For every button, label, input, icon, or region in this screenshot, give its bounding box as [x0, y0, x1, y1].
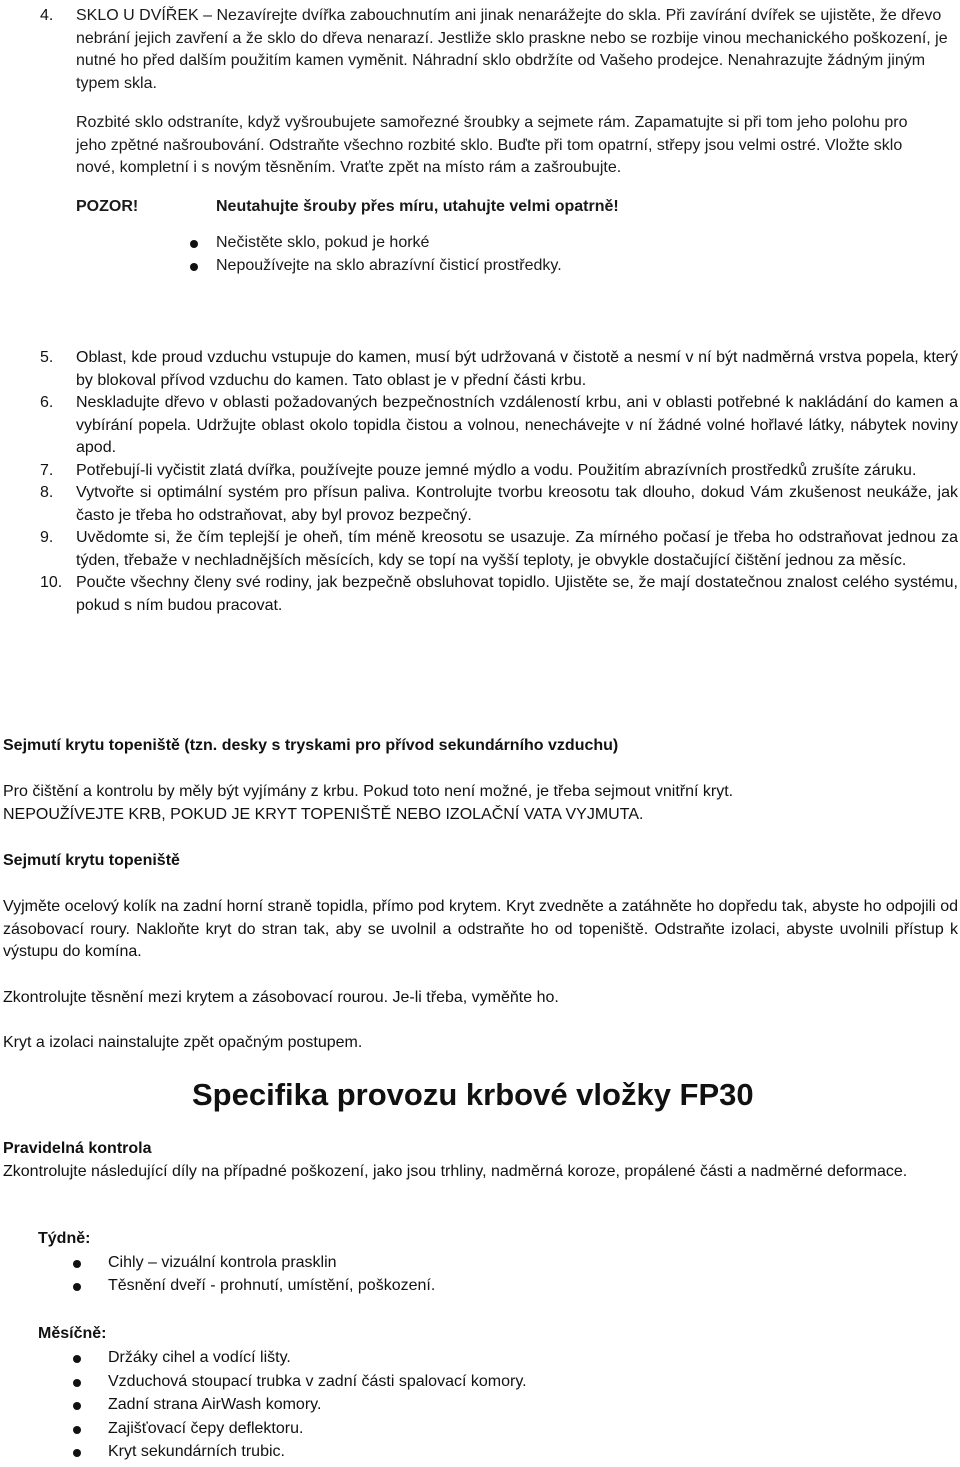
item-number: 7.	[40, 461, 54, 479]
list-item-6	[38, 392, 958, 460]
bullet-text: Vzduchová stoupací trubka v zadní části spalovací komory.	[108, 1372, 527, 1390]
warning-label: POZOR!	[76, 197, 139, 215]
item-text: Oblast, kde proud vzduchu vstupuje do kamen, musí být udržovaná v čistotě a nesmí v ní být nadměrná vrstva popela, který by blokoval přívod vzduchu do kamen. Tato oblast je v přední části krbu.	[76, 349, 958, 389]
section-2-paragraph-1: Vyjměte ocelový kolík na zadní horní straně topidla, přímo pod krytem. Kryt zvedněte a zatáhněte ho dopředu tak, abyste ho odpojili od zásobovací roury. Nakloňte kryt do stran tak, aby se uvolnil a odstraňte ho od topeniště. Odstraňte izolaci, abyste uvolnili přístup k výstupu do komína.	[3, 898, 958, 960]
list-item	[216, 255, 960, 278]
list-item	[108, 1275, 948, 1298]
page-title: Specifika provozu krbové vložky FP30	[192, 1077, 754, 1112]
list-item	[108, 1441, 948, 1465]
item-number: 10.	[40, 574, 63, 591]
bullet-icon	[73, 1355, 81, 1363]
item-4-paragraph-1: SKLO U DVÍŘEK – Nezavírejte dvířka zabouchnutím ani jinak nenarážejte do skla. Při zavírání dvířek se ujistěte, že dřevo nebrání jejich zavření a že sklo do dřeva nenarazí. Jestliže sklo praskne nebo se rozbije vinou mechanického poškození, je nutné ho před dalším použitím kamen vyměnit. Náhradní sklo obdržíte od Vašeho prodejce. Nenahrazujte žádným jiným typem skla.	[76, 7, 948, 92]
list-item	[108, 1371, 948, 1395]
monthly-list	[108, 1347, 948, 1465]
section-1-line-1: Pro čištění a kontrolu by měly být vyjímány z krbu. Pokud toto není možné, je třeba sejmout vnitřní kryt.	[3, 783, 734, 800]
list-item	[108, 1252, 948, 1275]
list-item-4	[38, 5, 958, 278]
section-2-paragraph-3: Kryt a izolaci nainstalujte zpět opačným postupem.	[3, 1034, 363, 1051]
item-text: Poučte všechny členy své rodiny, jak bezpečně obsluhovat topidlo. Ujistěte se, že mají dostatečnou znalost celého systému, pokud s ním budou pracovat.	[76, 574, 958, 614]
item-number: 9.	[40, 529, 54, 546]
monthly-heading: Měsíčně:	[38, 1325, 107, 1342]
bullet-text: Nepoužívejte na sklo abrazívní čisticí prostředky.	[216, 257, 562, 274]
item-number: 6.	[40, 394, 54, 411]
item-text: Vytvořte si optimální systém pro přísun paliva. Kontrolujte tvorbu kreosotu tak dlouho, dokud Vám zkušenost neukáže, jak často je třeba ho odstraňovat, aby byl provoz bezpečný.	[76, 484, 958, 524]
list-item	[108, 1347, 948, 1371]
bullet-icon	[73, 1283, 81, 1291]
bullet-text: Zadní strana AirWash komory.	[108, 1396, 322, 1413]
list-item	[216, 232, 960, 255]
glass-warning-list	[216, 232, 960, 278]
bullet-text: Nečistěte sklo, pokud je horké	[216, 234, 430, 251]
list-item	[108, 1418, 948, 1442]
bullet-icon	[190, 240, 198, 248]
bullet-icon	[73, 1449, 81, 1457]
list-item-9	[38, 527, 958, 572]
warning-text: Neutahujte šrouby přes míru, utahujte velmi opatrně!	[216, 197, 619, 215]
bullet-text: Držáky cihel a vodící lišty.	[108, 1349, 291, 1366]
bullet-icon	[73, 1426, 81, 1434]
item-text: Neskladujte dřevo v oblasti požadovaných bezpečnostních vzdáleností krbu, ani v oblasti potřebné k nakládání do kamen a vybírání popela. Udržujte oblast okolo topidla čistou a volnou, nenechávejte v ní žádné volné hořlavé látky, nábytek noviny apod.	[76, 394, 958, 456]
bullet-text: Těsnění dveří - prohnutí, umístění, poškození.	[108, 1277, 436, 1294]
bullet-text: Zajišťovací čepy deflektoru.	[108, 1419, 304, 1437]
list-item-5	[38, 347, 958, 392]
item-text: Uvědomte si, že čím teplejší je oheň, tím méně kreosotu se usazuje. Za mírného počasí je třeba ho odstraňovat jednou za týden, třebaže v nechladnějších měsících, kdy se topí na vyšší teploty, je obvykle dostačující čištění jednou za měsíc.	[76, 529, 958, 569]
list-item	[108, 1394, 948, 1418]
section-heading-cover-removal: Sejmutí krytu topeniště (tzn. desky s tryskami pro přívod sekundárního vzduchu)	[3, 737, 619, 754]
bullet-icon	[73, 1402, 81, 1410]
item-number: 5.	[40, 349, 54, 366]
section-1-line-2: NEPOUŽÍVEJTE KRB, POKUD JE KRYT TOPENIŠTĚ NEBO IZOLAČNÍ VATA VYJMUTA.	[3, 806, 644, 823]
item-text: Potřebují-li vyčistit zlatá dvířka, používejte pouze jemné mýdlo a vodu. Použitím abrazívních prostředků zrušíte záruku.	[76, 461, 917, 479]
numbered-list	[38, 347, 958, 617]
bullet-icon	[190, 263, 198, 271]
section-2-paragraph-2: Zkontrolujte těsnění mezi krytem a zásobovací rourou. Je-li třeba, vyměňte ho.	[3, 989, 559, 1006]
weekly-heading: Týdně:	[38, 1230, 91, 1247]
weekly-list	[108, 1252, 948, 1298]
bullet-text: Cihly – vizuální kontrola prasklin	[108, 1254, 337, 1271]
bullet-text: Kryt sekundárních trubic.	[108, 1443, 285, 1460]
regular-check-heading: Pravidelná kontrola	[3, 1140, 152, 1157]
regular-check-text: Zkontrolujte následující díly na případné poškození, jako jsou trhliny, nadměrná koroze, propálené části a nadměrné deformace.	[3, 1163, 908, 1180]
item-number: 4.	[40, 7, 54, 24]
section-heading-firebox-cover: Sejmutí krytu topeniště	[3, 852, 180, 869]
item-4-paragraph-2: Rozbité sklo odstraníte, když vyšroubujete samořezné šroubky a sejmete rám. Zapamatujte si při tom jeho polohu pro jeho zpětné našroubování. Odstraňte všechno rozbité sklo. Buďte při tom opatrní, střepy jsou velmi ostré. Vložte sklo nové, kompletní i s novým těsněním. Vraťte zpět na místo rám a zašroubujte.	[76, 114, 908, 176]
list-item-7	[38, 460, 958, 483]
list-item-10	[38, 572, 958, 617]
list-item-8	[38, 482, 958, 527]
bullet-icon	[73, 1379, 81, 1387]
bullet-icon	[73, 1260, 81, 1268]
item-number: 8.	[40, 484, 54, 501]
